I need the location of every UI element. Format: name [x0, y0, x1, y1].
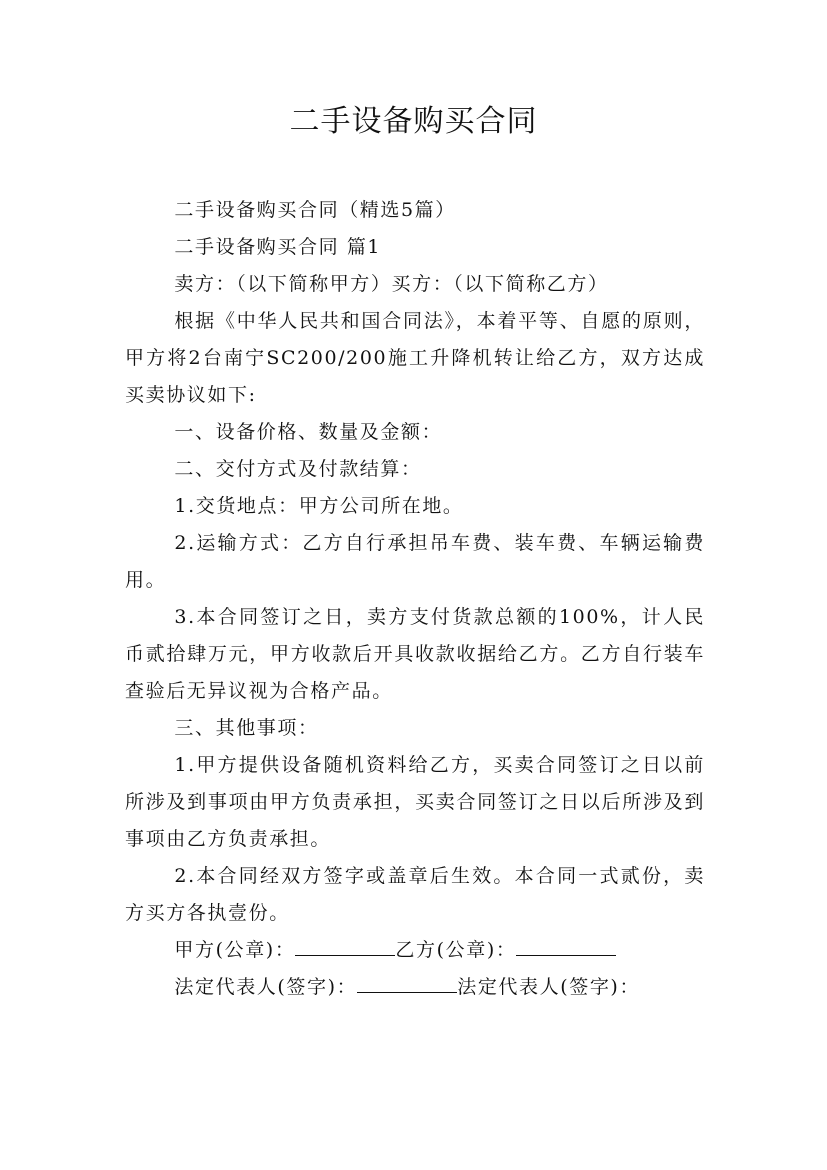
- rep-a-blank[interactable]: [357, 974, 457, 993]
- party-b-seal-blank[interactable]: [516, 937, 616, 956]
- paragraph-clause-2-2: 2.运输方式：乙方自行承担吊车费、装车费、车辆运输费用。: [125, 532, 705, 591]
- paragraph-clause-3-1: 1.甲方提供设备随机资料给乙方，买卖合同签订之日以前所涉及到事项由甲方负责承担，买卖合同签订之日以后所涉及到事项由乙方负责承担。: [125, 754, 705, 850]
- party-a-seal-blank[interactable]: [295, 937, 395, 956]
- paragraph-clause-1: 一、设备价格、数量及金额：: [174, 421, 443, 443]
- paragraph-preamble: 根据《中华人民共和国合同法》，本着平等、自愿的原则，甲方将2台南宁SC200/200施工升降机转让给乙方，双方达成买卖协议如下:: [125, 310, 705, 406]
- paragraph-clause-2: 二、交付方式及付款结算：: [174, 458, 422, 480]
- paragraph-parties: 卖方：（以下简称甲方）买方：（以下简称乙方）: [174, 273, 609, 295]
- document-body: [125, 192, 705, 1006]
- paragraph-subtitle: 二手设备购买合同（精选5篇）: [174, 199, 456, 221]
- rep-b-label: 法定代表人(签字)：: [457, 976, 641, 998]
- paragraph-clause-3-2: 2.本合同经双方签字或盖章后生效。本合同一式贰份，卖方买方各执壹份。: [125, 865, 705, 924]
- document-title: 二手设备购买合同: [289, 104, 538, 139]
- party-b-seal-label: 乙方(公章)：: [395, 939, 517, 961]
- paragraph-clause-2-1: 1.交货地点：甲方公司所在地。: [174, 495, 464, 517]
- party-a-seal-label: 甲方(公章)：: [174, 939, 296, 961]
- paragraph-clause-3: 三、其他事项：: [174, 717, 319, 739]
- rep-a-label: 法定代表人(签字)：: [174, 976, 358, 998]
- paragraph-clause-2-3: 3.本合同签订之日，卖方支付货款总额的100%，计人民币贰拾肆万元，甲方收款后开具收款收据给乙方。乙方自行装车查验后无异议视为合格产品。: [125, 606, 705, 702]
- paragraph-section-heading: 二手设备购买合同 篇1: [174, 236, 382, 258]
- seal-row: [125, 932, 705, 969]
- signature-row: [125, 969, 705, 1006]
